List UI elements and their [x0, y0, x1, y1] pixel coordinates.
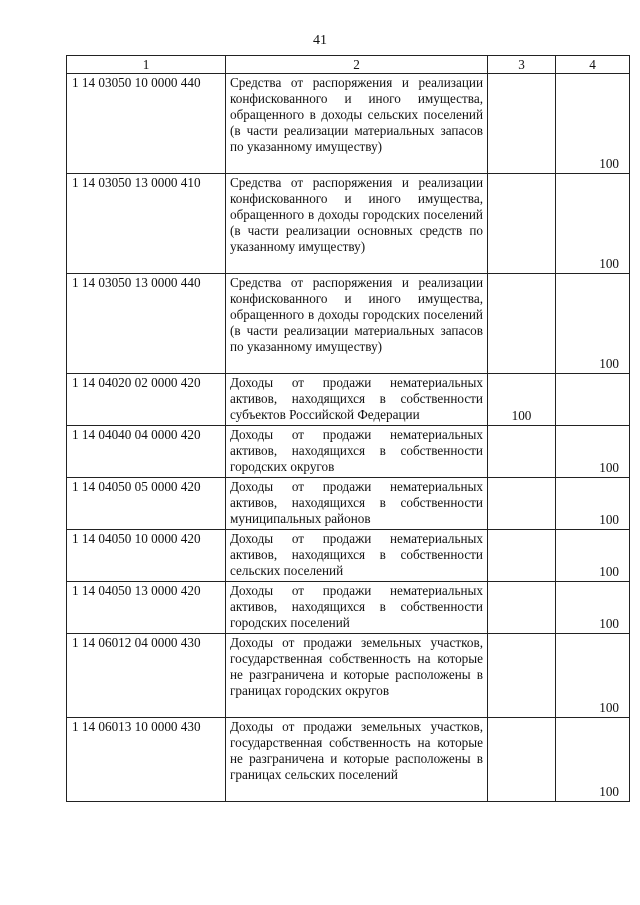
column-4-value: 100: [556, 274, 630, 374]
income-name-cell: Доходы от продажи земельных участков, государственная собственность на которые не разграничена и которые расположены в границах городских округов: [226, 634, 488, 718]
income-name-cell: Доходы от продажи нематериальных активов, находящихся в собственности городских округов: [226, 426, 488, 478]
column-4-value: [556, 374, 630, 426]
income-name-cell: Доходы от продажи земельных участков, государственная собственность на которые не разграничена и которые расположены в границах сельских поселений: [226, 718, 488, 802]
column-3-value: [488, 74, 556, 174]
column-3-value: [488, 718, 556, 802]
page-number: 41: [313, 33, 327, 48]
column-4-value: 100: [556, 634, 630, 718]
budget-code-cell: 1 14 04050 05 0000 420: [67, 478, 226, 530]
header-col-2: 2: [226, 56, 488, 74]
column-3-value: [488, 634, 556, 718]
column-3-value: [488, 426, 556, 478]
table-row: [67, 582, 630, 634]
budget-codes-table-container: [66, 55, 629, 802]
budget-code-cell: 1 14 04040 04 0000 420: [67, 426, 226, 478]
table-row: [67, 426, 630, 478]
budget-code-cell: 1 14 06013 10 0000 430: [67, 718, 226, 802]
column-4-value: 100: [556, 718, 630, 802]
budget-codes-table: [66, 55, 630, 802]
header-row: [67, 56, 630, 74]
column-4-value: 100: [556, 174, 630, 274]
table-row: [67, 478, 630, 530]
income-name-cell: Доходы от продажи нематериальных активов, находящихся в собственности городских поселений: [226, 582, 488, 634]
income-name-cell: Средства от распоряжения и реализации конфискованного и иного имущества, обращенного в доходы городских поселений (в части реализации основных средств по указанному имуществу): [226, 174, 488, 274]
table-header: [67, 56, 630, 74]
budget-code-cell: 1 14 04050 13 0000 420: [67, 582, 226, 634]
column-4-value: 100: [556, 426, 630, 478]
table-row: [67, 530, 630, 582]
budget-code-cell: 1 14 04050 10 0000 420: [67, 530, 226, 582]
budget-code-cell: 1 14 06012 04 0000 430: [67, 634, 226, 718]
column-4-value: 100: [556, 582, 630, 634]
column-3-value: [488, 274, 556, 374]
column-3-value: 100: [488, 374, 556, 426]
column-3-value: [488, 530, 556, 582]
income-name-cell: Средства от распоряжения и реализации конфискованного и иного имущества, обращенного в доходы городских поселений (в части реализации материальных запасов по указанному имуществу): [226, 274, 488, 374]
income-name-cell: Средства от распоряжения и реализации конфискованного и иного имущества, обращенного в доходы сельских поселений (в части реализации материальных запасов по указанному имуществу): [226, 74, 488, 174]
column-4-value: 100: [556, 74, 630, 174]
table-row: [67, 634, 630, 718]
table-row: [67, 74, 630, 174]
column-3-value: [488, 478, 556, 530]
header-col-1: 1: [67, 56, 226, 74]
table-row: [67, 374, 630, 426]
budget-code-cell: 1 14 03050 10 0000 440: [67, 74, 226, 174]
income-name-cell: Доходы от продажи нематериальных активов, находящихся в собственности сельских поселений: [226, 530, 488, 582]
table-row: [67, 718, 630, 802]
header-col-3: 3: [488, 56, 556, 74]
header-col-4: 4: [556, 56, 630, 74]
column-4-value: 100: [556, 530, 630, 582]
column-3-value: [488, 582, 556, 634]
budget-code-cell: 1 14 03050 13 0000 440: [67, 274, 226, 374]
column-4-value: 100: [556, 478, 630, 530]
table-body: [67, 74, 630, 802]
table-row: [67, 174, 630, 274]
column-3-value: [488, 174, 556, 274]
income-name-cell: Доходы от продажи нематериальных активов, находящихся в собственности муниципальных районов: [226, 478, 488, 530]
table-row: [67, 274, 630, 374]
budget-code-cell: 1 14 03050 13 0000 410: [67, 174, 226, 274]
income-name-cell: Доходы от продажи нематериальных активов, находящихся в собственности субъектов Российской Федерации: [226, 374, 488, 426]
budget-code-cell: 1 14 04020 02 0000 420: [67, 374, 226, 426]
